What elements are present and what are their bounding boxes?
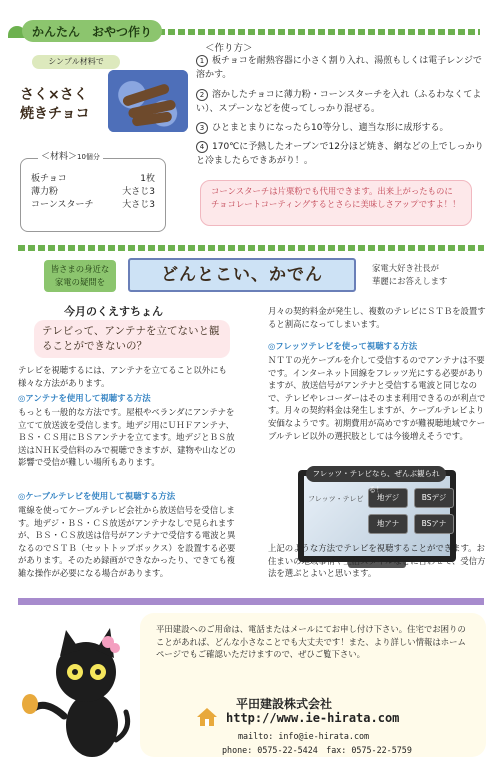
section1-title: かんたん おやつ作り xyxy=(22,20,162,42)
fletz-heading: ◎フレッツテレビを使って視聴する方法 xyxy=(268,341,418,351)
column-banner: どんとこい、かでん xyxy=(128,258,356,292)
closing-text: 上記のような方法でテレビを視聴することができます。お住まいの地域事情や生活スタイルなどに合わせて、受信方法を選ぶとよいと思います。 xyxy=(268,543,486,579)
company-phone: phone: 0575-22-5424 fax: 0575-22-5759 xyxy=(222,745,412,755)
step-1: 1 板チョコを耐熱容器に小さく割り入れ、湯煎もしくは電子レンジで溶かす。 xyxy=(196,56,482,80)
vendor-label: 皆さまの身近な家電の疑問を xyxy=(44,260,116,292)
recipe-name xyxy=(20,86,90,124)
step-3: 3 ひとまとまりになったら10等分し、適当な形に成形する。 xyxy=(196,122,486,136)
tv-logo: フレッツ・テレビ xyxy=(308,495,364,503)
fletz-text: ＮＴＴの光ケーブルを介して受信するのでアンテナは不要です。インターネット回線をフレッツ光にする必要がありますが、放送信号がアンテナと受信する電波と同じなので、テレビやレコーダーはそのまま利用できるのが利点です。月々の契約料金は発生しますが、ケーブルテレビより安価なようです。初期費用が高めですが難視聴地域でケーブルテレビ以外の選択肢としては今後増えそうです。 xyxy=(268,355,486,441)
choco-photo xyxy=(108,70,188,132)
ingredient-row: 薄力粉 大さじ3 xyxy=(31,187,155,197)
antenna-text: もっとも一般的な方法です。屋根やベランダにアンテナを立てて放送波を受信します。地デジ用にＵＨＦアンテナ、ＢＳ・ＣＳ用にＢＳアンテナを立てます。地デジとＢＳ放送はＮＨＫ受信料のみで視聴できますが、建物や山などの影響で受信が難しい場所もあります。 xyxy=(18,407,236,468)
howto-title: ＜作り方＞ xyxy=(205,43,253,54)
step-2: 2 溶かしたチョコに薄力粉・コーンスターチを入れ（ふるわなくてよい）、スプーンなどを使ってしっかり混ぜる。 xyxy=(196,90,482,114)
ingredient-row: 板チョコ 1枚 xyxy=(31,174,155,184)
company-url[interactable]: http://www.ie-hirata.com xyxy=(226,711,400,725)
recipe-name-line1: さく×さく xyxy=(20,87,88,103)
ingredients-box xyxy=(20,158,166,232)
tv-banner: フレッツ・テレビなら、ぜんぶ観られる！ xyxy=(306,466,446,482)
company-logo-icon xyxy=(196,706,218,728)
right-top-text: 月々の契約料金が発生し、複数のテレビにＳＴＢを設置すると割高になってしまいます。 xyxy=(268,306,486,329)
channel-chip: BSアナ xyxy=(414,514,454,534)
cable-heading: ◎ケーブルテレビを使用して視聴する方法 xyxy=(18,491,176,501)
ingredient-row: コーンスターチ 大さじ3 xyxy=(31,200,155,210)
simple-label: シンプル材料で xyxy=(32,55,120,69)
company-email[interactable]: mailto: info@ie-hirata.com xyxy=(238,731,370,741)
recipe-name-line2: 焼きチョコ xyxy=(20,106,90,122)
channel-chip: 地デジ xyxy=(368,488,408,508)
side-label: 家電大好き社長が 華麗にお答えします xyxy=(372,263,448,286)
cat-mascot-icon xyxy=(20,620,140,760)
ingredients-title: ＜材料＞10個分 xyxy=(38,151,103,164)
channel-chip: BSデジ xyxy=(414,488,454,508)
contact-message: 平田建設へのご用命は、電話またはメールにてお申し付け下さい。住宅でお困りのことがあれば、どんな小さなことでも大丈夫です！また、より詳しい情報はホームページでもご確認いただけますので、ぜひご覧下さい。 xyxy=(156,624,466,660)
note-box: コーンスターチは片栗粉でも代用できます。出来上がったものにチョコレートコーティングするとさらに美味しさアップですよ！！ xyxy=(200,180,472,226)
antenna-heading: ◎アンテナを使用して視聴する方法 xyxy=(18,393,151,403)
intro-text: テレビを視聴するには、アンテナを立てること以外にも様々な方法があります。 xyxy=(18,365,227,388)
section3-divider xyxy=(18,598,484,605)
channel-chip: 地アナ xyxy=(368,514,408,534)
question-box: テレビって、アンテナを立てないと観ることができないの？ xyxy=(34,320,230,358)
cable-text: 電線を使ってケーブルテレビ会社から放送信号を受信します。地デジ・ＢＳ・ＣＳ放送がアンテナなしで見られますが、ＢＳ・ＣＳ放送は信号がアンテナで受信する電波と異なるのでＳＴＢ（セットトップボックス）を設置する必要があります。そのため録画ができなかったり、できても複雑な操作が必要になる場合があります。 xyxy=(18,505,236,578)
section2-divider xyxy=(18,245,484,251)
question-title: 今月のくえすちょん xyxy=(64,305,163,318)
company-name: 平田建設株式会社 xyxy=(236,697,333,711)
step-4: 4 170℃に予熱したオーブンで12分ほど焼き、網などの上でしっかりと冷ましたらできあがり！。 xyxy=(196,142,484,166)
